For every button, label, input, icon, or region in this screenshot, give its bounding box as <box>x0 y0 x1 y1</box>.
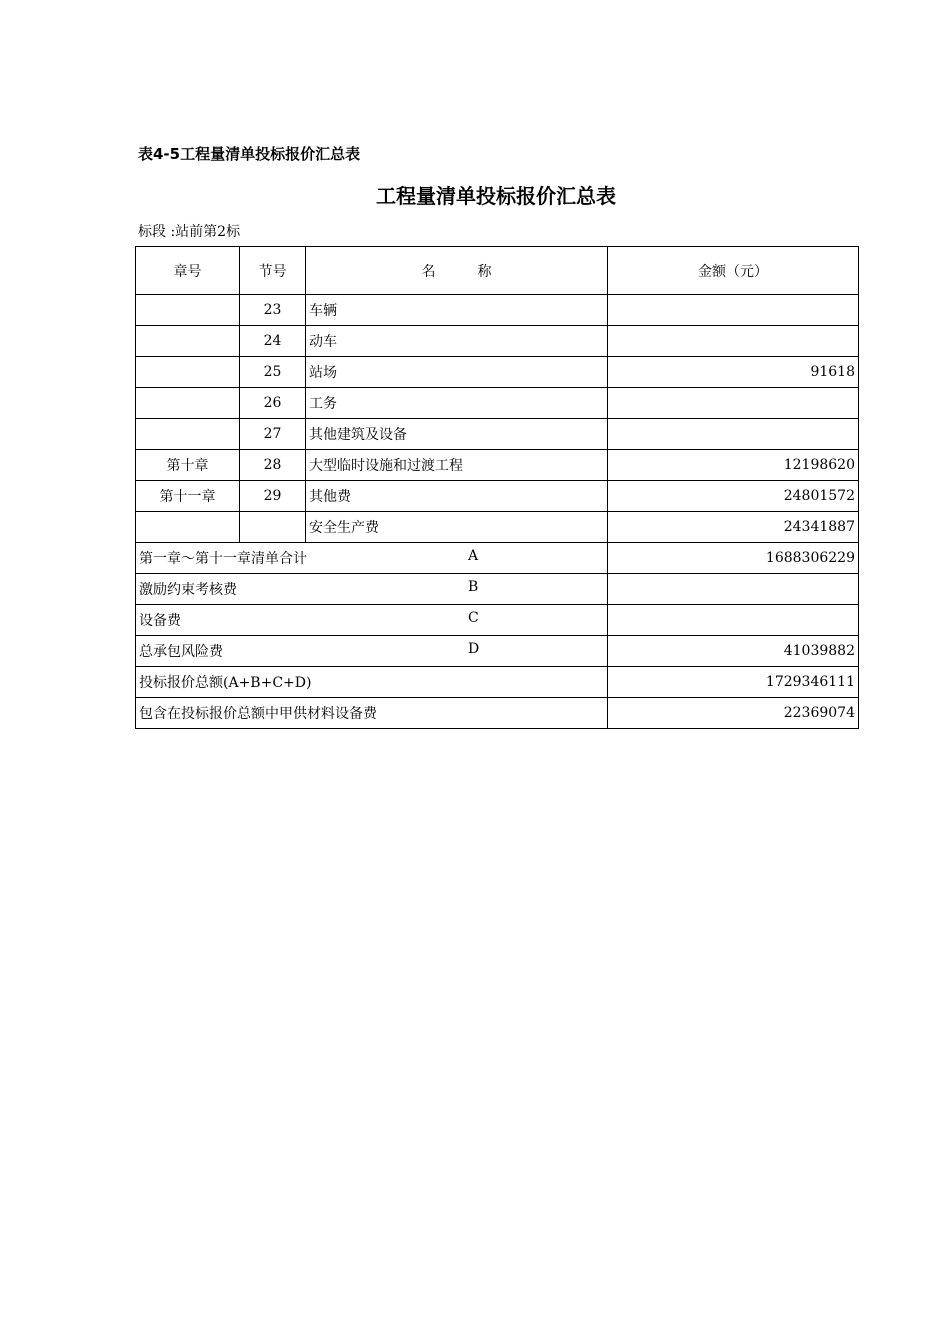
summary-label: 设备费 <box>139 613 181 629</box>
amount-cell: 91618 <box>608 357 859 388</box>
table-row <box>136 419 859 450</box>
section-label: 标段 :站前第2标 <box>138 224 241 240</box>
name-cell: 工务 <box>306 388 608 419</box>
summary-label-cell <box>136 636 608 667</box>
summary-row <box>136 605 859 636</box>
header-amount: 金额（元） <box>608 247 859 295</box>
amount-cell <box>608 295 859 326</box>
name-cell: 车辆 <box>306 295 608 326</box>
summary-code: C <box>468 610 479 626</box>
summary-label-cell <box>136 698 608 729</box>
section-cell: 24 <box>240 326 306 357</box>
name-cell: 站场 <box>306 357 608 388</box>
page-title: 工程量清单投标报价汇总表 <box>376 184 616 208</box>
summary-label: 投标报价总额(A+B+C+D) <box>139 675 312 691</box>
summary-row <box>136 543 859 574</box>
summary-label: 总承包风险费 <box>139 644 223 660</box>
chapter-cell <box>136 419 240 450</box>
amount-cell: 12198620 <box>608 450 859 481</box>
header-section: 节号 <box>240 247 306 295</box>
summary-label-cell <box>136 667 608 698</box>
summary-code: D <box>468 641 480 657</box>
chapter-cell <box>136 512 240 543</box>
amount-cell <box>608 419 859 450</box>
header-row <box>136 247 859 295</box>
summary-amount: 22369074 <box>608 698 859 729</box>
amount-cell: 24801572 <box>608 481 859 512</box>
section-cell: 27 <box>240 419 306 450</box>
table-row <box>136 481 859 512</box>
name-cell: 安全生产费 <box>306 512 608 543</box>
name-cell: 其他费 <box>306 481 608 512</box>
chapter-cell <box>136 326 240 357</box>
section-cell <box>240 512 306 543</box>
summary-row <box>136 667 859 698</box>
summary-label-cell <box>136 574 608 605</box>
name-cell: 动车 <box>306 326 608 357</box>
chapter-cell: 第十章 <box>136 450 240 481</box>
amount-cell <box>608 326 859 357</box>
summary-code: A <box>468 548 479 564</box>
summary-row <box>136 636 859 667</box>
table-row <box>136 357 859 388</box>
table-row <box>136 295 859 326</box>
summary-amount <box>608 574 859 605</box>
amount-cell <box>608 388 859 419</box>
table-row <box>136 388 859 419</box>
summary-code: B <box>468 579 479 595</box>
summary-label: 激励约束考核费 <box>139 582 237 598</box>
summary-table <box>135 246 859 729</box>
summary-label-cell <box>136 543 608 574</box>
name-cell: 其他建筑及设备 <box>306 419 608 450</box>
header-name: 名 称 <box>306 247 608 295</box>
section-cell: 25 <box>240 357 306 388</box>
summary-row <box>136 698 859 729</box>
chapter-cell <box>136 295 240 326</box>
section-cell: 29 <box>240 481 306 512</box>
summary-amount: 1729346111 <box>608 667 859 698</box>
section-cell: 23 <box>240 295 306 326</box>
amount-cell: 24341887 <box>608 512 859 543</box>
summary-amount <box>608 605 859 636</box>
summary-label-cell <box>136 605 608 636</box>
chapter-cell <box>136 357 240 388</box>
name-cell: 大型临时设施和过渡工程 <box>306 450 608 481</box>
summary-amount: 1688306229 <box>608 543 859 574</box>
summary-amount: 41039882 <box>608 636 859 667</box>
table-row <box>136 326 859 357</box>
section-cell: 26 <box>240 388 306 419</box>
table-row <box>136 512 859 543</box>
summary-label: 第一章～第十一章清单合计 <box>139 551 307 567</box>
table-caption: 表4-5工程量清单投标报价汇总表 <box>138 145 361 163</box>
table-row <box>136 450 859 481</box>
summary-label: 包含在投标报价总额中甲供材料设备费 <box>139 706 377 722</box>
chapter-cell: 第十一章 <box>136 481 240 512</box>
summary-row <box>136 574 859 605</box>
chapter-cell <box>136 388 240 419</box>
section-cell: 28 <box>240 450 306 481</box>
header-chapter: 章号 <box>136 247 240 295</box>
